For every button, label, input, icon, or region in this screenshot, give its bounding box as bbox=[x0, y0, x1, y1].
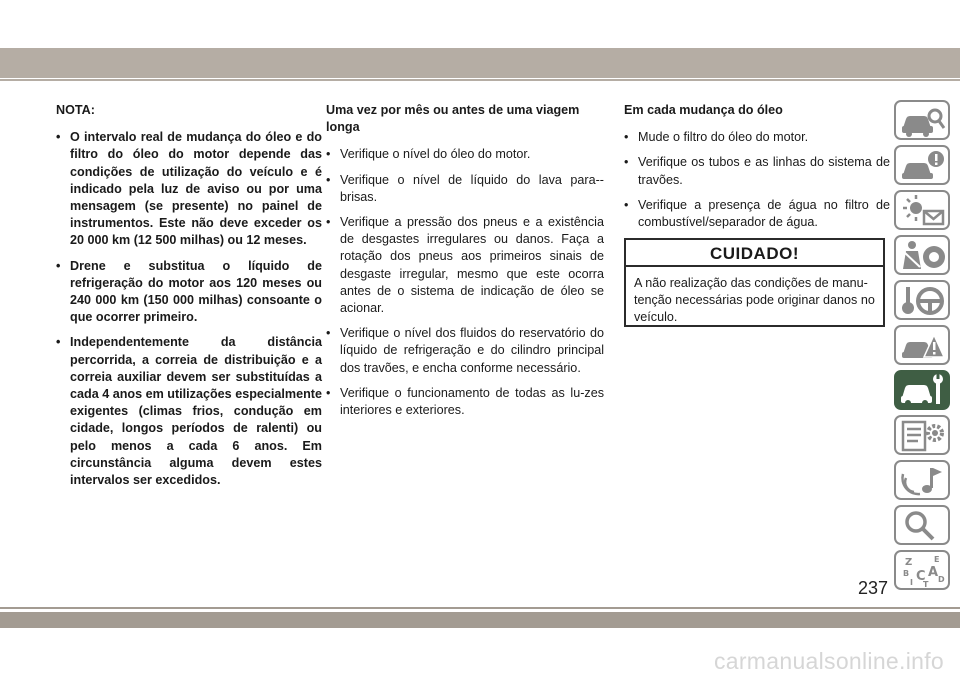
letter-i: I bbox=[910, 578, 913, 587]
column-oil-change bbox=[624, 102, 890, 239]
car-wrench-icon bbox=[900, 374, 946, 408]
lights-envelope-icon bbox=[900, 194, 946, 228]
monthly-list bbox=[326, 146, 604, 419]
caution-text: A não realização das condições de manu-tenção necessárias pode originar danos no veículo. bbox=[634, 276, 875, 325]
letter-b: B bbox=[903, 569, 910, 578]
letter-z: Z bbox=[905, 557, 913, 568]
list-item: • O intervalo real de mudança do óleo e do filtro do óleo do motor depende das condições de utilização do veículo e é indicado pela luz de aviso ou por uma mensagem (se presente) no painel de instrumentos. Este não deve exceder os 20 000 km (12 500 milhas) ou 12 meses. bbox=[56, 129, 322, 249]
tab-alphabetical-index[interactable] bbox=[894, 550, 950, 590]
magnifier-icon bbox=[900, 509, 946, 543]
list-item: • Independentemente da distância percorrida, a correia de distribuição e a correia auxiliar devem ser substituídas a cada 4 anos em utilizações especialmente exigentes (climas frios, condução em cidade, longos períodos de ralenti) ou pelo menos a cada 6 anos. Em circunstância alguma devem estes intervalos ser excedidos. bbox=[56, 334, 322, 489]
watermark: carmanualsonline.info bbox=[713, 648, 944, 674]
header-rule bbox=[0, 79, 960, 81]
list-item: • Verifique o nível do óleo do motor. bbox=[326, 146, 604, 163]
header-band bbox=[0, 48, 960, 78]
list-item: • Verifique o nível dos fluidos do reservatório do líquido de refrigeração e do cilindro principal dos travões, e encha conforme necessário. bbox=[326, 325, 604, 377]
top-margin bbox=[0, 0, 960, 48]
alphabet-index-icon bbox=[900, 554, 946, 588]
car-warning-triangle-icon bbox=[900, 329, 946, 363]
list-item: • Drene e substitua o líquido de refrigeração do motor aos 120 meses ou 240 000 km (150 000 milhas) consoante o que ocorrer primeiro. bbox=[56, 258, 322, 327]
tab-car-search[interactable] bbox=[894, 100, 950, 140]
tab-search[interactable] bbox=[894, 505, 950, 545]
oil-change-heading: Em cada mudança do óleo bbox=[624, 103, 783, 117]
tab-multimedia[interactable] bbox=[894, 460, 950, 500]
notes-list bbox=[56, 129, 322, 489]
footer-band bbox=[0, 612, 960, 628]
list-item: • Verifique o nível de líquido do lava para--brisas. bbox=[326, 172, 604, 206]
caution-box bbox=[624, 238, 885, 327]
car-magnifier-icon bbox=[900, 104, 946, 138]
tab-technical-data[interactable] bbox=[894, 415, 950, 455]
tab-emergency[interactable] bbox=[894, 325, 950, 365]
document-gear-icon bbox=[900, 419, 946, 453]
list-item: • Verifique a presença de água no filtro de combustível/separador de água. bbox=[624, 197, 890, 231]
list-item: • Verifique os tubos e as linhas do sistema de travões. bbox=[624, 154, 890, 188]
monthly-heading: Uma vez por mês ou antes de uma viagem longa bbox=[326, 103, 580, 135]
letter-a: A bbox=[928, 565, 939, 580]
tab-safety[interactable] bbox=[894, 235, 950, 275]
tab-maintenance-active[interactable] bbox=[894, 370, 950, 410]
letter-e: E bbox=[934, 555, 940, 564]
letter-t: T bbox=[923, 580, 929, 588]
footer-rule bbox=[0, 607, 960, 609]
column-notes bbox=[56, 102, 322, 497]
seatbelt-airbag-icon bbox=[900, 239, 946, 273]
page-number: 237 bbox=[858, 578, 889, 598]
tab-driving[interactable] bbox=[894, 280, 950, 320]
oil-change-list bbox=[624, 129, 890, 231]
music-note-icon bbox=[900, 464, 946, 498]
tab-car-info[interactable] bbox=[894, 145, 950, 185]
list-item: • Verifique a pressão dos pneus e a existência de desgastes irregulares ou danos. Faça a rotação dos pneus aos primeiros sinais de desgaste irregular, mesmo que este ocorra antes de o sistema de indicação de óleo se acionar. bbox=[326, 214, 604, 317]
key-steering-wheel-icon bbox=[900, 284, 946, 318]
caution-title: CUIDADO! bbox=[626, 240, 883, 267]
tab-lights-messages[interactable] bbox=[894, 190, 950, 230]
list-item: • Verifique o funcionamento de todas as lu-zes interiores e exteriores. bbox=[326, 385, 604, 419]
column-monthly-checks bbox=[326, 102, 604, 427]
letter-d: D bbox=[938, 575, 945, 584]
letter-c: C bbox=[916, 569, 926, 584]
list-item: • Mude o filtro do óleo do motor. bbox=[624, 129, 890, 146]
car-info-icon bbox=[900, 149, 946, 183]
notes-heading: NOTA: bbox=[56, 103, 95, 117]
